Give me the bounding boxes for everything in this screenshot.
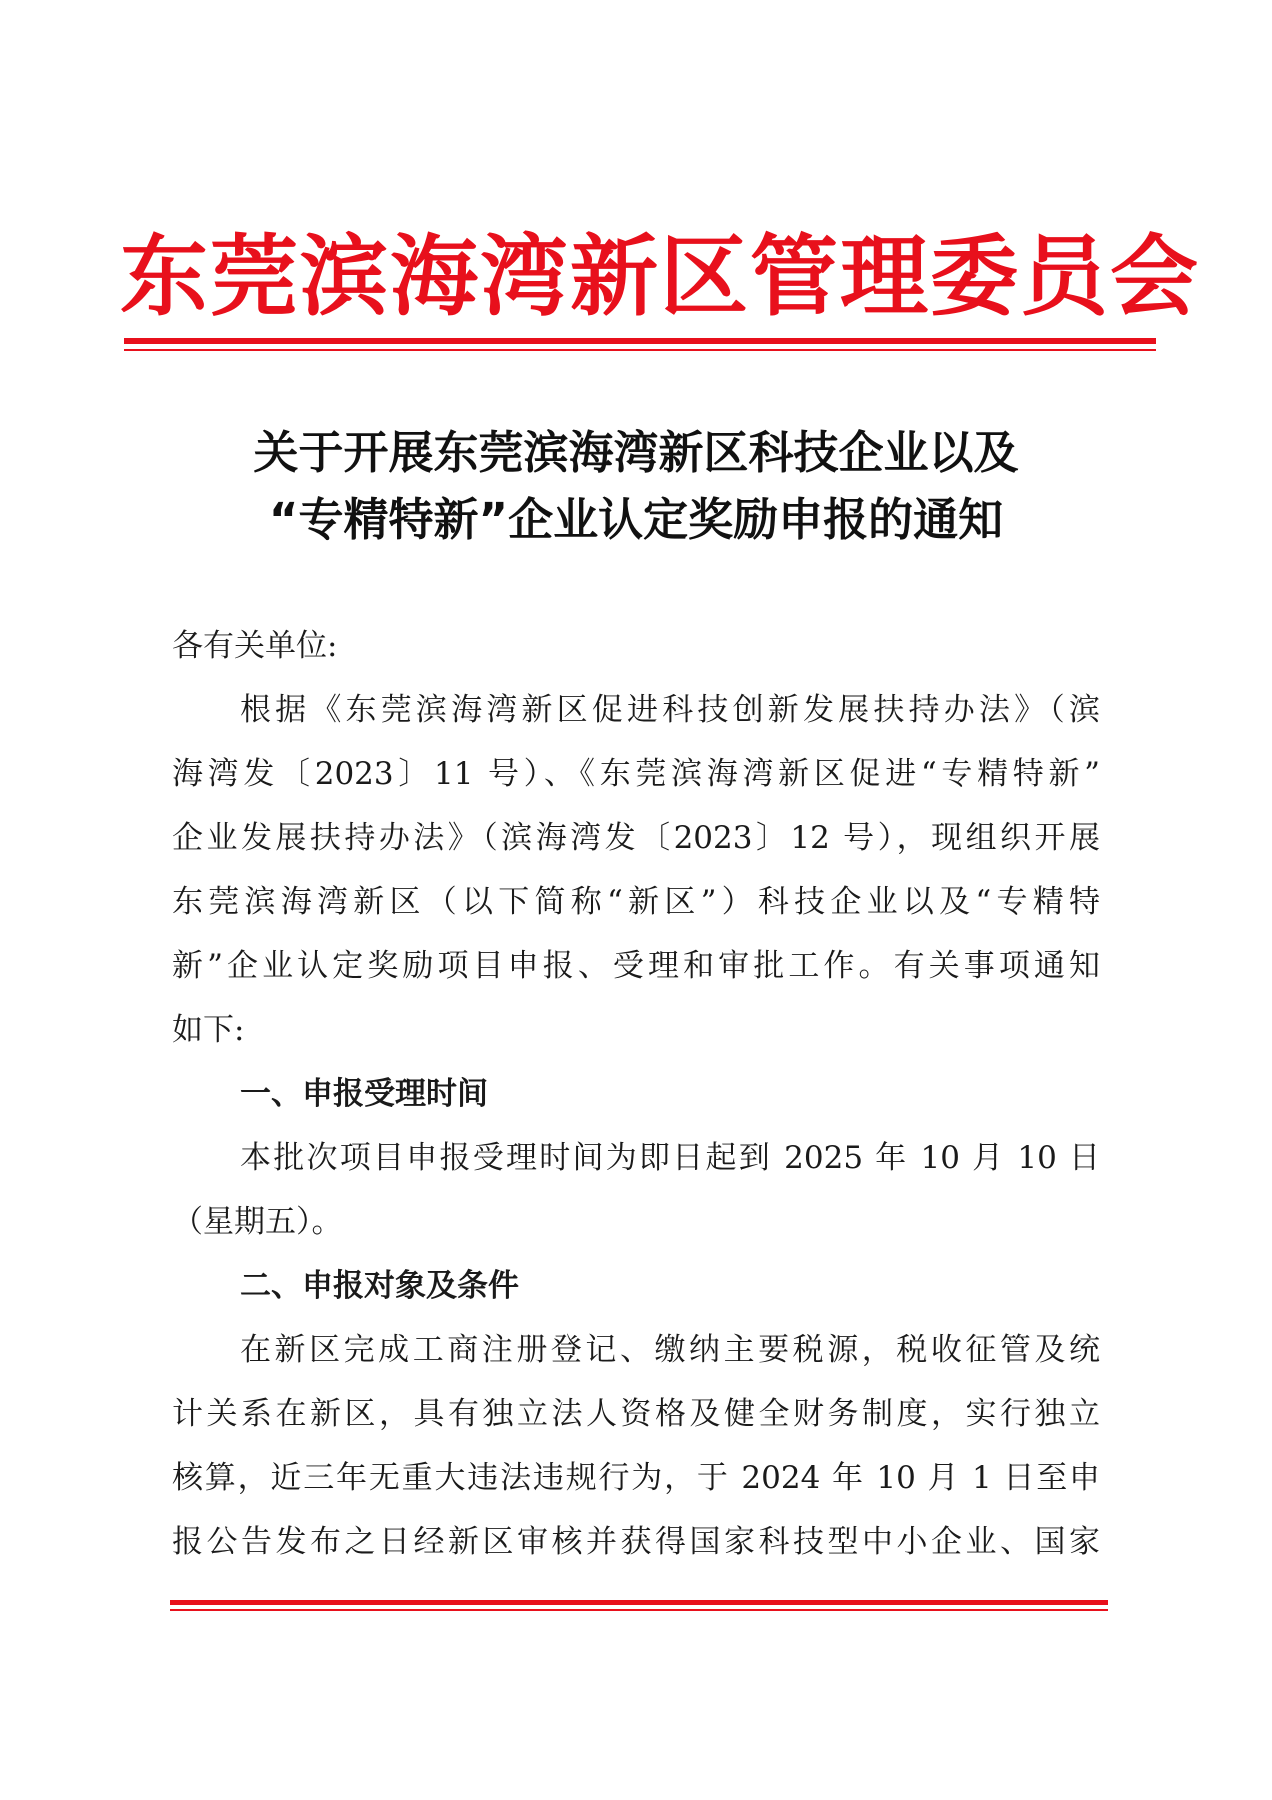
red-footer-rule-thin [170,1609,1108,1611]
intro-line: 海湾发〔2023〕11 号）、《东莞滨海湾新区促进“专精特新” [172,756,1100,792]
intro-line: 企业发展扶持办法》（滨海湾发〔2023〕12 号），现组织开展 [172,820,1100,856]
issuer-header: 东莞滨海湾新区管理委员会 [120,225,1201,328]
red-header-rule-thick [124,338,1156,344]
document-title-line-1: 关于开展东莞滨海湾新区科技企业以及 [253,426,1019,479]
intro-line: 如下: [172,1012,245,1048]
intro-line: 根据《东莞滨海湾新区促进科技创新发展扶持办法》（滨 [240,692,1100,728]
section-heading-1: 一、申报受理时间 [240,1076,488,1112]
section-heading-2: 二、申报对象及条件 [240,1268,519,1304]
red-header-rule-thin [124,349,1156,351]
section1-line: 本批次项目申报受理时间为即日起到 2025 年 10 月 10 日 [240,1140,1100,1176]
document-title-line-2: “专精特新”企业认定奖励申报的通知 [268,493,1004,546]
section2-line: 计关系在新区，具有独立法人资格及健全财务制度，实行独立 [172,1396,1100,1432]
section2-line: 在新区完成工商注册登记、缴纳主要税源，税收征管及统 [240,1332,1100,1368]
salutation: 各有关单位: [172,628,338,664]
section2-line: 核算，近三年无重大违法违规行为，于 2024 年 10 月 1 日至申 [172,1460,1100,1496]
document-body [172,614,1100,1574]
red-footer-rule-thick [170,1600,1108,1605]
intro-line: 新”企业认定奖励项目申报、受理和审批工作。有关事项通知 [172,948,1100,984]
section1-line: （星期五）。 [172,1204,343,1240]
intro-line: 东莞滨海湾新区（以下简称“新区”）科技企业以及“专精特 [172,884,1100,920]
section2-line: 报公告发布之日经新区审核并获得国家科技型中小企业、国家 [172,1524,1100,1560]
